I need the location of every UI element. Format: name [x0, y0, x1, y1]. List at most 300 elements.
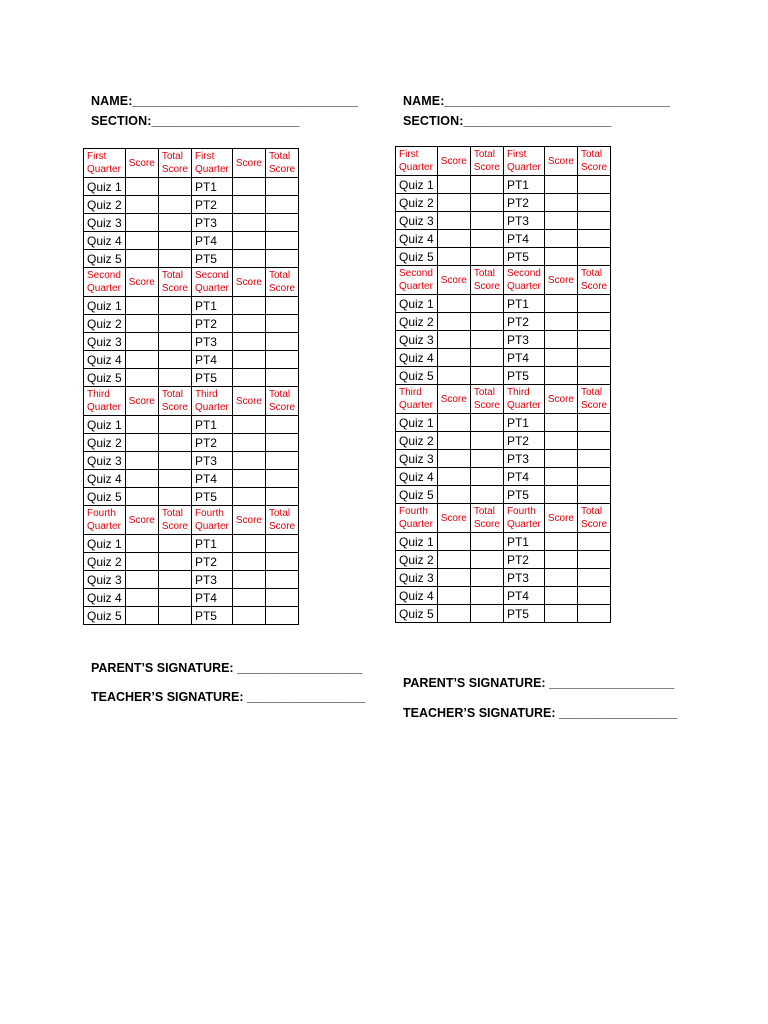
score-entry-cell[interactable] — [232, 351, 265, 369]
score-entry-cell[interactable] — [265, 232, 298, 250]
quarter-header-cell: Fourth Quarter — [396, 504, 438, 533]
score-entry-cell[interactable] — [544, 331, 577, 349]
score-entry-cell[interactable] — [265, 416, 298, 434]
item-label-cell: Quiz 4 — [396, 230, 438, 248]
item-label-cell: Quiz 2 — [396, 194, 438, 212]
item-label-cell: Quiz 3 — [84, 333, 126, 351]
score-entry-cell[interactable] — [470, 194, 503, 212]
score-entry-cell[interactable] — [577, 486, 610, 504]
item-label-cell: PT2 — [503, 432, 544, 450]
item-label-cell: Quiz 2 — [84, 315, 126, 333]
score-entry-cell[interactable] — [544, 486, 577, 504]
score-entry-cell[interactable] — [437, 194, 470, 212]
score-entry-cell[interactable] — [158, 416, 191, 434]
table-row — [396, 533, 611, 551]
item-label-cell: PT5 — [503, 248, 544, 266]
item-label-cell: PT5 — [191, 250, 232, 268]
score-entry-cell[interactable] — [125, 214, 158, 232]
item-label-cell: Quiz 1 — [84, 297, 126, 315]
score-entry-cell[interactable] — [125, 369, 158, 387]
score-entry-cell[interactable] — [125, 315, 158, 333]
item-label-cell: PT3 — [503, 331, 544, 349]
score-entry-cell[interactable] — [437, 569, 470, 587]
table-row — [84, 214, 299, 232]
score-entry-cell[interactable] — [158, 232, 191, 250]
table-row — [84, 178, 299, 196]
score-entry-cell[interactable] — [125, 351, 158, 369]
quarter-header-row — [396, 147, 611, 176]
score-entry-cell[interactable] — [577, 212, 610, 230]
quarter-header-cell: Score — [125, 387, 158, 416]
quarter-header-cell: Second Quarter — [396, 266, 438, 295]
quarter-header-cell: Score — [544, 147, 577, 176]
score-entry-cell[interactable] — [158, 452, 191, 470]
score-entry-cell[interactable] — [470, 331, 503, 349]
quarter-header-cell: Fourth Quarter — [84, 506, 126, 535]
item-label-cell: Quiz 4 — [84, 589, 126, 607]
table-row — [396, 587, 611, 605]
score-entry-cell[interactable] — [265, 571, 298, 589]
quarter-header-cell: Fourth Quarter — [503, 504, 544, 533]
quarter-header-cell: Score — [125, 268, 158, 297]
score-entry-cell[interactable] — [158, 607, 191, 625]
item-label-cell: PT4 — [503, 349, 544, 367]
score-entry-cell[interactable] — [577, 230, 610, 248]
score-entry-cell[interactable] — [265, 488, 298, 506]
score-entry-cell[interactable] — [158, 297, 191, 315]
item-label-cell: Quiz 1 — [84, 178, 126, 196]
score-entry-cell[interactable] — [125, 607, 158, 625]
score-entry-cell[interactable] — [125, 535, 158, 553]
quarter-header-cell: Total Score — [577, 266, 610, 295]
table-row — [84, 607, 299, 625]
score-entry-cell[interactable] — [437, 432, 470, 450]
table-row — [84, 488, 299, 506]
score-entry-cell[interactable] — [470, 295, 503, 313]
item-label-cell: Quiz 2 — [396, 313, 438, 331]
score-entry-cell[interactable] — [158, 178, 191, 196]
name-label: NAME:________________________________ — [403, 94, 671, 108]
item-label-cell: PT5 — [503, 486, 544, 504]
score-entry-cell[interactable] — [544, 605, 577, 623]
score-entry-cell[interactable] — [577, 587, 610, 605]
score-entry-cell[interactable] — [437, 551, 470, 569]
score-entry-cell[interactable] — [470, 349, 503, 367]
score-entry-cell[interactable] — [577, 331, 610, 349]
score-entry-cell[interactable] — [265, 333, 298, 351]
item-label-cell: PT1 — [503, 414, 544, 432]
table-row — [396, 248, 611, 266]
quarter-header-cell: Third Quarter — [84, 387, 126, 416]
score-entry-cell[interactable] — [577, 176, 610, 194]
table-row — [84, 571, 299, 589]
quarter-header-cell: First Quarter — [191, 149, 232, 178]
score-entry-cell[interactable] — [437, 248, 470, 266]
item-label-cell: Quiz 3 — [396, 212, 438, 230]
item-label-cell: Quiz 5 — [396, 248, 438, 266]
score-entry-cell[interactable] — [232, 416, 265, 434]
score-entry-cell[interactable] — [158, 488, 191, 506]
item-label-cell: Quiz 4 — [84, 351, 126, 369]
score-entry-cell[interactable] — [158, 250, 191, 268]
score-entry-cell[interactable] — [232, 315, 265, 333]
score-entry-cell[interactable] — [232, 607, 265, 625]
table-row — [396, 432, 611, 450]
score-entry-cell[interactable] — [265, 196, 298, 214]
score-entry-cell[interactable] — [437, 212, 470, 230]
table-row — [84, 589, 299, 607]
score-entry-cell[interactable] — [577, 569, 610, 587]
score-entry-cell[interactable] — [125, 488, 158, 506]
score-entry-cell[interactable] — [125, 333, 158, 351]
score-entry-cell[interactable] — [470, 176, 503, 194]
score-entry-cell[interactable] — [470, 450, 503, 468]
parent-signature-line: PARENT’S SIGNATURE: __________________ — [91, 661, 363, 675]
item-label-cell: Quiz 3 — [84, 571, 126, 589]
score-entry-cell[interactable] — [577, 468, 610, 486]
quarter-header-cell: Score — [437, 266, 470, 295]
quarter-header-cell: Total Score — [158, 387, 191, 416]
quarter-header-cell: Score — [544, 385, 577, 414]
item-label-cell: Quiz 3 — [396, 569, 438, 587]
score-entry-cell[interactable] — [544, 295, 577, 313]
score-entry-cell[interactable] — [544, 349, 577, 367]
item-label-cell: PT2 — [191, 553, 232, 571]
score-entry-cell[interactable] — [265, 297, 298, 315]
table-row — [84, 553, 299, 571]
table-row — [396, 450, 611, 468]
item-label-cell: Quiz 1 — [84, 416, 126, 434]
item-label-cell: Quiz 5 — [396, 605, 438, 623]
item-label-cell: PT4 — [191, 232, 232, 250]
score-entry-cell[interactable] — [125, 297, 158, 315]
quarter-header-cell: Total Score — [265, 149, 298, 178]
quarter-header-cell: Total Score — [470, 385, 503, 414]
score-entry-cell[interactable] — [125, 571, 158, 589]
score-entry-cell[interactable] — [437, 313, 470, 331]
item-label-cell: Quiz 4 — [84, 470, 126, 488]
item-label-cell: Quiz 4 — [396, 349, 438, 367]
item-label-cell: PT4 — [503, 230, 544, 248]
score-entry-cell[interactable] — [158, 315, 191, 333]
score-entry-cell[interactable] — [544, 533, 577, 551]
score-entry-cell[interactable] — [232, 333, 265, 351]
table-row — [396, 605, 611, 623]
score-entry-cell[interactable] — [265, 535, 298, 553]
quarter-header-row — [396, 385, 611, 414]
score-entry-cell[interactable] — [470, 367, 503, 385]
item-label-cell: PT1 — [191, 535, 232, 553]
table-row — [396, 176, 611, 194]
score-entry-cell[interactable] — [437, 349, 470, 367]
quarter-header-cell: Total Score — [158, 268, 191, 297]
table-row — [396, 331, 611, 349]
score-entry-cell[interactable] — [544, 587, 577, 605]
score-entry-cell[interactable] — [544, 414, 577, 432]
score-entry-cell[interactable] — [125, 416, 158, 434]
item-label-cell: PT1 — [503, 176, 544, 194]
score-entry-cell[interactable] — [265, 250, 298, 268]
score-entry-cell[interactable] — [470, 569, 503, 587]
score-entry-cell[interactable] — [437, 367, 470, 385]
score-entry-cell[interactable] — [577, 313, 610, 331]
quarter-header-cell: Total Score — [577, 147, 610, 176]
score-entry-cell[interactable] — [544, 230, 577, 248]
score-entry-cell[interactable] — [158, 571, 191, 589]
score-entry-cell[interactable] — [265, 589, 298, 607]
score-entry-cell[interactable] — [470, 432, 503, 450]
item-label-cell: PT1 — [191, 178, 232, 196]
quarter-header-cell: Score — [232, 149, 265, 178]
score-entry-cell[interactable] — [265, 553, 298, 571]
quarter-header-cell: Total Score — [265, 506, 298, 535]
quarter-header-cell: Second Quarter — [84, 268, 126, 297]
item-label-cell: PT2 — [191, 196, 232, 214]
score-entry-cell[interactable] — [577, 605, 610, 623]
score-entry-cell[interactable] — [265, 351, 298, 369]
score-entry-cell[interactable] — [544, 569, 577, 587]
table-row — [396, 194, 611, 212]
score-entry-cell[interactable] — [232, 214, 265, 232]
score-entry-cell[interactable] — [544, 450, 577, 468]
item-label-cell: PT3 — [503, 450, 544, 468]
score-entry-cell[interactable] — [265, 470, 298, 488]
score-entry-cell[interactable] — [232, 250, 265, 268]
score-entry-cell[interactable] — [158, 589, 191, 607]
item-label-cell: Quiz 5 — [84, 607, 126, 625]
table-row — [84, 369, 299, 387]
score-entry-cell[interactable] — [232, 571, 265, 589]
score-entry-cell[interactable] — [437, 331, 470, 349]
score-entry-cell[interactable] — [437, 295, 470, 313]
score-entry-cell[interactable] — [437, 176, 470, 194]
item-label-cell: PT4 — [191, 470, 232, 488]
quarter-header-cell: Total Score — [577, 504, 610, 533]
score-entry-cell[interactable] — [158, 470, 191, 488]
quarter-header-cell: Total Score — [470, 266, 503, 295]
score-entry-cell[interactable] — [470, 551, 503, 569]
score-entry-cell[interactable] — [544, 367, 577, 385]
quarter-header-cell: Score — [232, 387, 265, 416]
item-label-cell: PT4 — [191, 351, 232, 369]
score-entry-cell[interactable] — [232, 196, 265, 214]
score-entry-cell[interactable] — [232, 369, 265, 387]
item-label-cell: PT4 — [503, 587, 544, 605]
item-label-cell: PT2 — [191, 434, 232, 452]
table-row — [396, 313, 611, 331]
score-entry-cell[interactable] — [437, 450, 470, 468]
score-entry-cell[interactable] — [265, 434, 298, 452]
score-entry-cell[interactable] — [577, 533, 610, 551]
score-entry-cell[interactable] — [232, 470, 265, 488]
score-entry-cell[interactable] — [470, 605, 503, 623]
table-row — [396, 212, 611, 230]
quarter-header-cell: Total Score — [577, 385, 610, 414]
score-entry-cell[interactable] — [125, 553, 158, 571]
item-label-cell: Quiz 1 — [396, 533, 438, 551]
item-label-cell: Quiz 5 — [84, 369, 126, 387]
item-label-cell: Quiz 1 — [396, 295, 438, 313]
score-entry-cell[interactable] — [470, 230, 503, 248]
grades-table — [395, 146, 611, 623]
item-label-cell: Quiz 5 — [84, 250, 126, 268]
score-entry-cell[interactable] — [158, 333, 191, 351]
table-row — [84, 452, 299, 470]
score-entry-cell[interactable] — [577, 367, 610, 385]
score-entry-cell[interactable] — [158, 214, 191, 232]
quarter-header-cell: First Quarter — [84, 149, 126, 178]
score-entry-cell[interactable] — [232, 488, 265, 506]
score-entry-cell[interactable] — [470, 486, 503, 504]
score-entry-cell[interactable] — [265, 214, 298, 232]
quarter-header-cell: Fourth Quarter — [191, 506, 232, 535]
table-row — [396, 230, 611, 248]
score-entry-cell[interactable] — [125, 250, 158, 268]
item-label-cell: Quiz 1 — [396, 414, 438, 432]
item-label-cell: PT3 — [191, 214, 232, 232]
score-entry-cell[interactable] — [437, 414, 470, 432]
quarter-header-cell: Second Quarter — [503, 266, 544, 295]
quarter-header-cell: Total Score — [158, 506, 191, 535]
quarter-header-row — [84, 268, 299, 297]
score-entry-cell[interactable] — [158, 351, 191, 369]
score-entry-cell[interactable] — [158, 369, 191, 387]
score-entry-cell[interactable] — [577, 248, 610, 266]
score-entry-cell[interactable] — [158, 434, 191, 452]
score-entry-cell[interactable] — [125, 589, 158, 607]
item-label-cell: Quiz 3 — [84, 452, 126, 470]
score-entry-cell[interactable] — [470, 468, 503, 486]
score-entry-cell[interactable] — [125, 196, 158, 214]
score-entry-cell[interactable] — [232, 535, 265, 553]
table-row — [84, 416, 299, 434]
score-entry-cell[interactable] — [577, 349, 610, 367]
score-entry-cell[interactable] — [470, 212, 503, 230]
score-entry-cell[interactable] — [232, 297, 265, 315]
item-label-cell: Quiz 5 — [84, 488, 126, 506]
score-entry-cell[interactable] — [544, 176, 577, 194]
score-entry-cell[interactable] — [577, 450, 610, 468]
quarter-header-cell: Third Quarter — [503, 385, 544, 414]
score-entry-cell[interactable] — [125, 232, 158, 250]
quarter-header-row — [84, 149, 299, 178]
table-row — [396, 468, 611, 486]
score-entry-cell[interactable] — [265, 178, 298, 196]
score-entry-cell[interactable] — [265, 369, 298, 387]
score-entry-cell[interactable] — [470, 248, 503, 266]
score-entry-cell[interactable] — [544, 248, 577, 266]
item-label-cell: Quiz 1 — [396, 176, 438, 194]
score-entry-cell[interactable] — [544, 194, 577, 212]
item-label-cell: Quiz 2 — [84, 196, 126, 214]
score-entry-cell[interactable] — [470, 587, 503, 605]
score-entry-cell[interactable] — [470, 313, 503, 331]
table-row — [84, 315, 299, 333]
quarter-header-cell: Score — [232, 268, 265, 297]
quarter-header-row — [396, 266, 611, 295]
item-label-cell: PT3 — [191, 333, 232, 351]
score-entry-cell[interactable] — [232, 232, 265, 250]
table-row — [84, 351, 299, 369]
score-entry-cell[interactable] — [125, 178, 158, 196]
table-row — [84, 535, 299, 553]
item-label-cell: PT2 — [503, 551, 544, 569]
table-row — [396, 367, 611, 385]
quarter-header-cell: Third Quarter — [396, 385, 438, 414]
item-label-cell: PT4 — [503, 468, 544, 486]
quarter-header-cell: Third Quarter — [191, 387, 232, 416]
score-entry-cell[interactable] — [158, 553, 191, 571]
quarter-header-cell: Total Score — [158, 149, 191, 178]
score-entry-cell[interactable] — [125, 434, 158, 452]
table-row — [84, 250, 299, 268]
score-entry-cell[interactable] — [577, 295, 610, 313]
score-entry-cell[interactable] — [437, 230, 470, 248]
score-entry-cell[interactable] — [577, 432, 610, 450]
score-entry-cell[interactable] — [265, 452, 298, 470]
score-entry-cell[interactable] — [437, 486, 470, 504]
score-entry-cell[interactable] — [265, 607, 298, 625]
quarter-header-cell: Score — [544, 266, 577, 295]
score-entry-cell[interactable] — [544, 551, 577, 569]
quarter-header-cell: Second Quarter — [191, 268, 232, 297]
score-entry-cell[interactable] — [265, 315, 298, 333]
table-row — [396, 551, 611, 569]
score-entry-cell[interactable] — [125, 470, 158, 488]
score-entry-cell[interactable] — [470, 533, 503, 551]
item-label-cell: PT5 — [191, 607, 232, 625]
score-entry-cell[interactable] — [470, 414, 503, 432]
score-entry-cell[interactable] — [158, 196, 191, 214]
score-entry-cell[interactable] — [437, 587, 470, 605]
table-row — [84, 333, 299, 351]
score-entry-cell[interactable] — [544, 212, 577, 230]
item-label-cell: Quiz 1 — [84, 535, 126, 553]
table-row — [396, 414, 611, 432]
quarter-header-cell: Score — [125, 149, 158, 178]
score-entry-cell[interactable] — [577, 414, 610, 432]
score-entry-cell[interactable] — [437, 468, 470, 486]
item-label-cell: Quiz 5 — [396, 486, 438, 504]
score-entry-cell[interactable] — [577, 551, 610, 569]
name-label: NAME:________________________________ — [91, 94, 359, 108]
score-entry-cell[interactable] — [232, 553, 265, 571]
item-label-cell: Quiz 4 — [396, 587, 438, 605]
table-row — [396, 569, 611, 587]
score-entry-cell[interactable] — [158, 535, 191, 553]
table-row — [84, 297, 299, 315]
score-entry-cell[interactable] — [232, 589, 265, 607]
score-entry-cell[interactable] — [544, 468, 577, 486]
score-entry-cell[interactable] — [125, 452, 158, 470]
score-entry-cell[interactable] — [544, 432, 577, 450]
score-entry-cell[interactable] — [437, 605, 470, 623]
quarter-header-cell: Total Score — [265, 387, 298, 416]
item-label-cell: Quiz 2 — [396, 432, 438, 450]
quarter-header-row — [396, 504, 611, 533]
score-entry-cell[interactable] — [437, 533, 470, 551]
item-label-cell: Quiz 2 — [84, 434, 126, 452]
score-entry-cell[interactable] — [232, 434, 265, 452]
score-entry-cell[interactable] — [544, 313, 577, 331]
quarter-header-cell: Score — [544, 504, 577, 533]
item-label-cell: PT1 — [191, 297, 232, 315]
score-entry-cell[interactable] — [232, 178, 265, 196]
section-label: SECTION:_____________________ — [403, 114, 612, 128]
score-entry-cell[interactable] — [577, 194, 610, 212]
quarter-header-cell: Score — [437, 504, 470, 533]
score-entry-cell[interactable] — [232, 452, 265, 470]
